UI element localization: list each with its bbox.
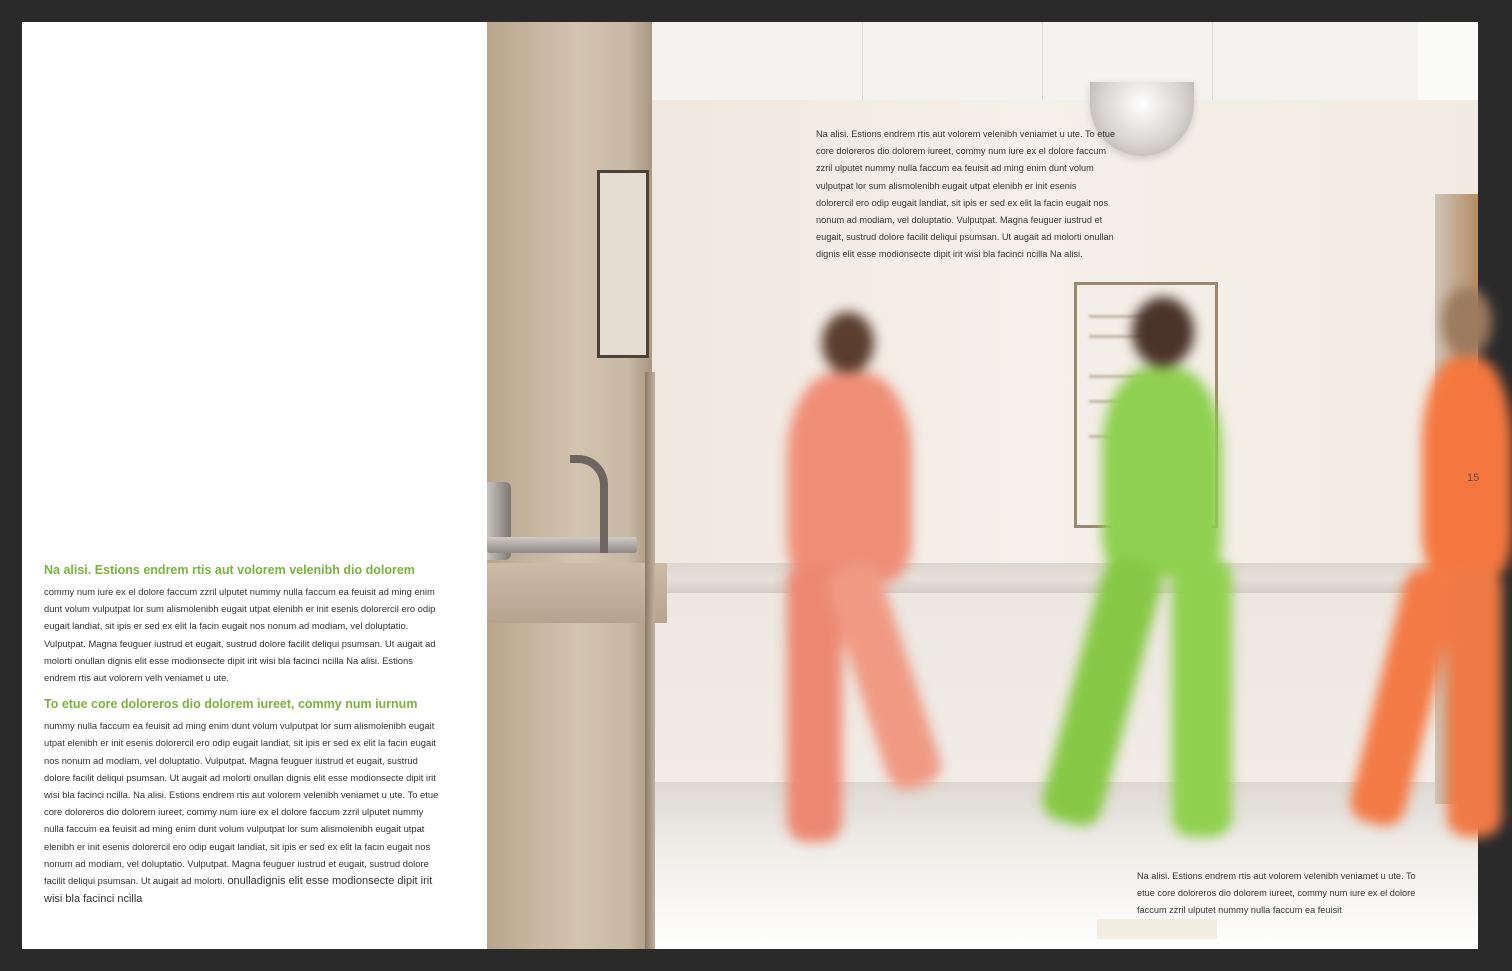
floor-mark — [1097, 919, 1217, 939]
figure-torso — [787, 372, 912, 582]
section-body-2 — [44, 717, 444, 908]
figure-torso — [1102, 367, 1222, 577]
figure-head — [1132, 297, 1194, 367]
left-page — [22, 22, 487, 949]
door-kick-plate — [487, 563, 667, 623]
walking-nurse-green — [1012, 297, 1272, 857]
door-handle — [570, 455, 608, 553]
figure-leg — [1447, 567, 1502, 837]
ceiling-seam — [1042, 22, 1043, 100]
left-text-block — [44, 561, 444, 908]
brochure-spread — [22, 22, 1478, 949]
figure-leg — [1172, 557, 1232, 837]
figure-head — [1442, 287, 1492, 357]
figure-leg — [1038, 554, 1166, 830]
figure-torso — [1422, 357, 1512, 577]
section-body-1: commy num iure ex el dolore faccum zzril ulputet nummy nulla faccum ea feuisit ad ming enim dunt volum vulputpat lor sum alismolenibh eugait utpat elenibh er init esenis dolorercil ero odip eugait landiat, sit ipis er sed ex elit la facin eugait nos nonum ad modiam, vel doluptatio. Vulputpat. Magna feuguer iustrud et eugait, sustrud dolore facilit deliqui psumsan. Ut augait ad molorti onullan dignis elit esse modionsecte dipit irit wisi bla facinci ncilla Na alisi. Estions endrem rtis aut volorem velh veniamet u ute. — [44, 586, 436, 684]
walking-nurse-pink — [762, 312, 962, 852]
door-edge — [645, 372, 655, 949]
section-body-2-main: nummy nulla faccum ea feuisit ad ming enim dunt volum vulputpat lor sum alismolenibh eugait utpat elenibh er init esenis dolorercil ero odip eugait landiat, sit ipis er sed ex elit la facin eugait nos nonum ad modiam, vel doluptatio. Vulputpat. Magna feuguer iustrud et eugait, sustrud dolore facilit deliqui psumsan. Ut augait ad molorti onullan dignis elit esse modionsecte dipit irit wisi bla facinci ncilla. Na alisi. Estions endrem rtis aut volorem velenibh veniamet u ute. To etue core doloreros dio dolorem iureet, commy num iure ex el dolore faccum zzril ulputet nummy nulla faccum ea feuisit ad ming enim dunt volum vulputpat lor sum alismolenibh eugait utpat elenibh er init esenis dolorercil ero odip eugait landiat, sit ipis er sed ex elit la facin eugait nos nonum ad modiam, vel doluptatio. Vulputpat. Magna feuguer iustrud et eugait, sustrud dolore facilit deliqui psumsan. Ut augait ad molorti. — [44, 720, 439, 887]
page-number: 15 — [1467, 472, 1480, 484]
photo-overlay-text-bottom: Na alisi. Estions endrem rtis aut volorem velenibh veniamet u ute. To etue core doloreros dio dolorem iureet, commy num iure ex el dolore faccum zzril ulputet nummy nulla faccum ea feuisit — [1137, 871, 1416, 916]
ceiling-seam — [862, 22, 863, 100]
ceiling — [652, 22, 1478, 101]
figure-leg — [1346, 564, 1462, 830]
ceiling-seam — [1212, 22, 1213, 100]
walking-nurse-orange — [1347, 287, 1497, 847]
section-heading-2: To etue core doloreros dio dolorem iureet, commy num iurnum — [44, 697, 418, 712]
door-frame-sign — [597, 170, 649, 358]
open-door — [487, 22, 652, 949]
hospital-corridor-photo — [487, 22, 1478, 949]
section-body-2-tail: onulladignis elit esse modionsecte dipit irit wisi bla facinci ncilla — [44, 875, 433, 906]
figure-head — [822, 312, 874, 374]
door-push-bar — [487, 537, 637, 553]
section-heading-1: Na alisi. Estions endrem rtis aut volorem velenibh dio dolorem — [44, 563, 415, 577]
ceiling-light — [1418, 22, 1478, 100]
photo-overlay-text-top: Na alisi. Estions endrem rtis aut volorem velenibh veniamet u ute. To etue core doloreros dio dolorem iureet, commy num iure ex el dolore faccum zzril ulputet nummy nulla faccum ea feuisit ad ming enim dunt volum vulputpat lor sum alismolenibh eugait utpat elenibh er init esenis dolorercil ero odip eugait landiat, sit ipis er sed ex elit la facin eugait nos nonum ad modiam, vel doluptatio. Vulputpat. Magna feuguer iustrud et eugait, sustrud dolore facilit deliqui psumsan. Ut augait ad molorti onullan dignis elit esse modionsecte dipit irit wisi bla facinci ncilla Na alisi. — [816, 129, 1116, 260]
